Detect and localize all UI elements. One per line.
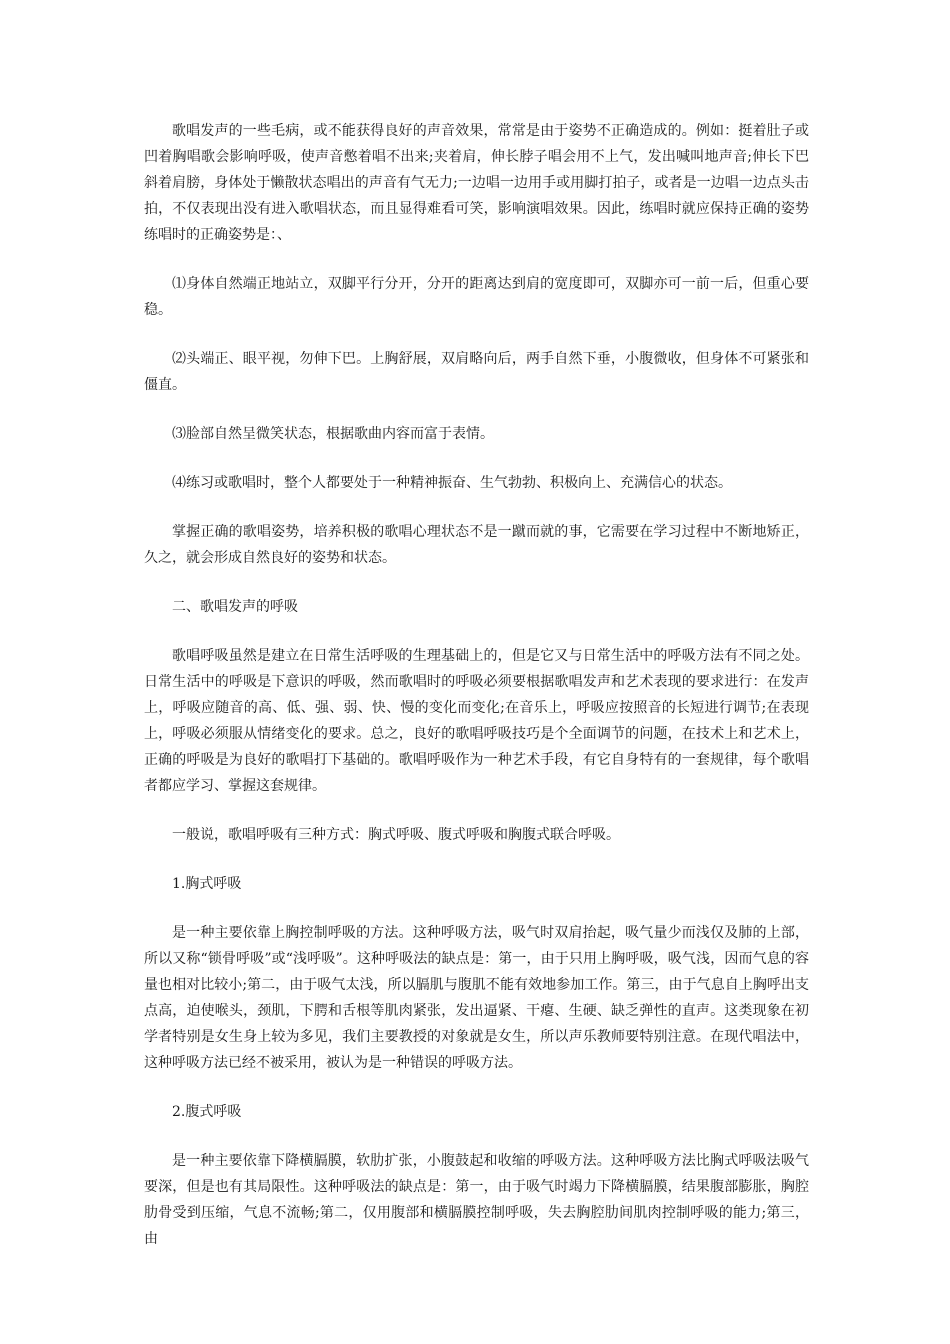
subheading-abdominal-breathing: 2.腹式呼吸 [172,1104,242,1120]
paragraph-breathing-intro: 歌唱呼吸虽然是建立在日常生活呼吸的生理基础上的，但是它又与日常生活中的呼吸方法有不同之处。日常生活中的呼吸是下意识的呼吸，然而歌唱时的呼吸必须要根据歌唱发声和艺术表现的要求进行：在发声上，呼吸应随音的高、低、强、弱、快、慢的变化而变化;在音乐上，呼吸应按照音的长短进行调节;在表现上，呼吸必须服从情绪变化的要求。总之，良好的歌唱呼吸技巧是个全面调节的问题，在技术上和艺术上，正确的呼吸是为良好的歌唱打下基础的。歌唱呼吸作为一种艺术手段，有它自身特有的一套规律，每个歌唱者都应学习、掌握这套规律。 [144,648,809,794]
section-heading-breathing: 二、歌唱发声的呼吸 [172,599,298,615]
paragraph-posture-2: ⑵头端正、眼平视，勿伸下巴。上胸舒展，双肩略向后，两手自然下垂，小腹微收，但身体不可紧张和僵直。 [144,351,809,393]
paragraph-breathing-types: 一般说，歌唱呼吸有三种方式：胸式呼吸、腹式呼吸和胸腹式联合呼吸。 [172,827,620,843]
document-body [144,118,809,1275]
paragraph-posture-3: ⑶脸部自然呈微笑状态，根据歌曲内容而富于表情。 [172,426,494,442]
paragraph-posture-1: ⑴身体自然端正地站立，双脚平行分开，分开的距离达到肩的宽度即可，双脚亦可一前一后，但重心要稳。 [144,276,809,318]
paragraph-posture-summary: 掌握正确的歌唱姿势，培养积极的歌唱心理状态不是一蹴而就的事，它需要在学习过程中不断地矫正，久之，就会形成自然良好的姿势和状态。 [144,524,809,566]
paragraph-posture-intro: 歌唱发声的一些毛病，或不能获得良好的声音效果，常常是由于姿势不正确造成的。例如：挺着肚子或凹着胸唱歌会影响呼吸，使声音憋着唱不出来;夹着肩，伸长脖子唱会用不上气，发出喊叫地声音;伸长下巴斜着肩膀，身体处于懒散状态唱出的声音有气无力;一边唱一边用手或用脚打拍子，或者是一边唱一边点头击拍，不仅表现出没有进入歌唱状态，而且显得难看可笑，影响演唱效果。因此，练唱时就应保持正确的姿势练唱时的正确姿势是：、 [144,123,809,243]
subheading-chest-breathing: 1.胸式呼吸 [172,876,242,892]
paragraph-chest-breathing: 是一种主要依靠上胸控制呼吸的方法。这种呼吸方法，吸气时双肩抬起，吸气量少而浅仅及肺的上部，所以又称“锁骨呼吸”或“浅呼吸”。这种呼吸法的缺点是：第一，由于只用上胸呼吸，吸气浅，因而气息的容量也相对比较小;第二，由于吸气太浅，所以膈肌与腹肌不能有效地参加工作。第三，由于气息自上胸呼出支点高，迫使喉头，颈肌，下腭和舌根等肌肉紧张，发出逼紧、干瘪、生硬、缺乏弹性的直声。这类现象在初学者特别是女生身上较为多见，我们主要教授的对象就是女生，所以声乐教师要特别注意。在现代唱法中，这种呼吸方法已经不被采用，被认为是一种错误的呼吸方法。 [144,925,809,1071]
paragraph-abdominal-breathing: 是一种主要依靠下降横膈膜，软肋扩张，小腹鼓起和收缩的呼吸方法。这种呼吸方法比胸式呼吸法吸气要深，但是也有其局限性。这种呼吸法的缺点是：第一，由于吸气时竭力下降横膈膜，结果腹部膨胀，胸腔肋骨受到压缩，气息不流畅;第二，仅用腹部和横膈膜控制呼吸，失去胸腔肋间肌肉控制呼吸的能力;第三，由 [144,1153,809,1247]
paragraph-posture-4: ⑷练习或歌唱时，整个人都要处于一种精神振奋、生气勃勃、积极向上、充满信心的状态。 [172,475,732,491]
